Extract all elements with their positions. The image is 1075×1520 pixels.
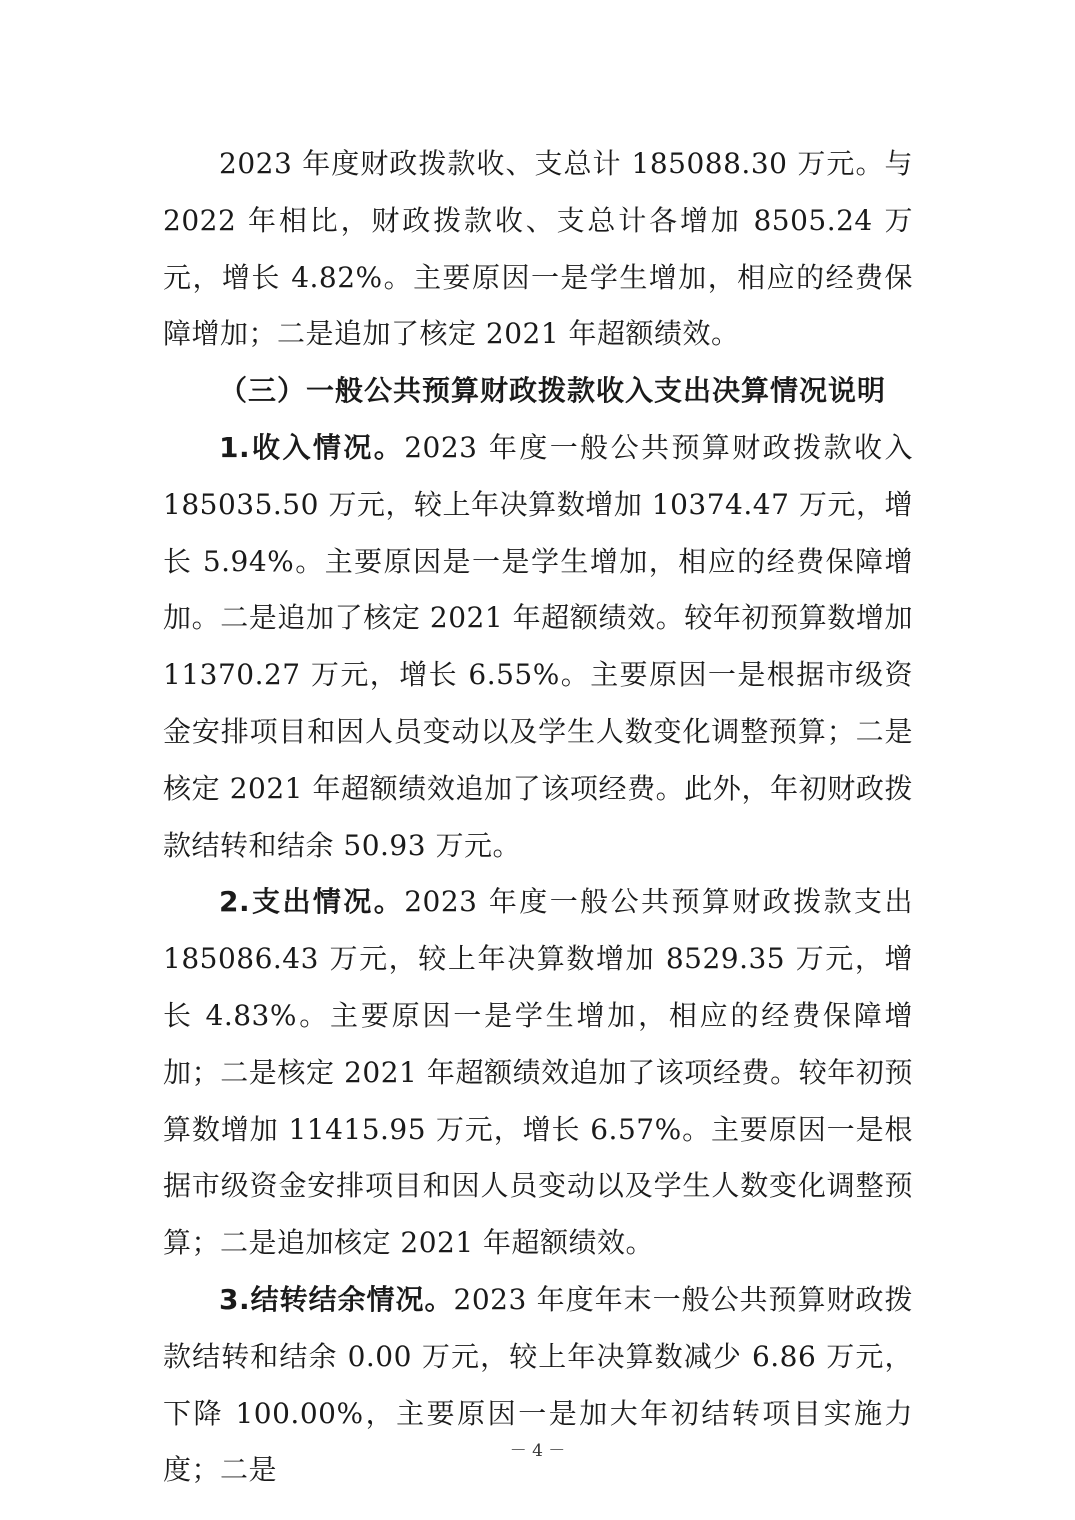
- carryover-body: 2023 年度年末一般公共预算财政拨款结转和结余 0.00 万元，较上年决算数减少 6.86 万元，下降 100.00%，主要原因一是加大年初结转项目实施力度；二是: [163, 1282, 913, 1487]
- section-heading-general-budget: （三）一般公共预算财政拨款收入支出决算情况说明: [219, 374, 887, 408]
- income-lead: 1.收入情况。: [219, 430, 405, 464]
- paragraph-carryover: [163, 1272, 913, 1499]
- document-body: [163, 136, 913, 1499]
- paragraph-fiscal-total: 2023 年度财政拨款收、支总计 185088.30 万元。与 2022 年相比，财政拨款收、支总计各增加 8505.24 万元，增长 4.82%。主要原因一是学生增加，相应的经费保障增加；二是追加了核定 2021 年超额绩效。: [163, 147, 913, 351]
- expenditure-body: 2023 年度一般公共预算财政拨款支出 185086.43 万元，较上年决算数增加 8529.35 万元，增长 4.83%。主要原因一是学生增加，相应的经费保障增加；二是核定 2021 年超额绩效追加了该项经费。较年初预算数增加 11415.95 万元，增长 6.57%。主要原因一是根据市级资金安排项目和因人员变动以及学生人数变化调整预算；二是追加核定 2021 年超额绩效。: [163, 885, 913, 1260]
- income-body: 2023 年度一般公共预算财政拨款收入 185035.50 万元，较上年决算数增加 10374.47 万元，增长 5.94%。主要原因是一是学生增加，相应的经费保障增加。二是追加了核定 2021 年超额绩效。较年初预算数增加 11370.27 万元，增长 6.55%。主要原因一是根据市级资金安排项目和因人员变动以及学生人数变化调整预算；二是核定 2021 年超额绩效追加了该项经费。此外，年初财政拨款结转和结余 50.93 万元。: [163, 430, 913, 862]
- expenditure-lead: 2.支出情况。: [219, 885, 405, 919]
- page-number: － 4 －: [509, 1441, 566, 1461]
- paragraph-expenditure: [163, 874, 913, 1272]
- carryover-lead: 3.结转结余情况。: [219, 1282, 454, 1316]
- paragraph-income: [163, 420, 913, 874]
